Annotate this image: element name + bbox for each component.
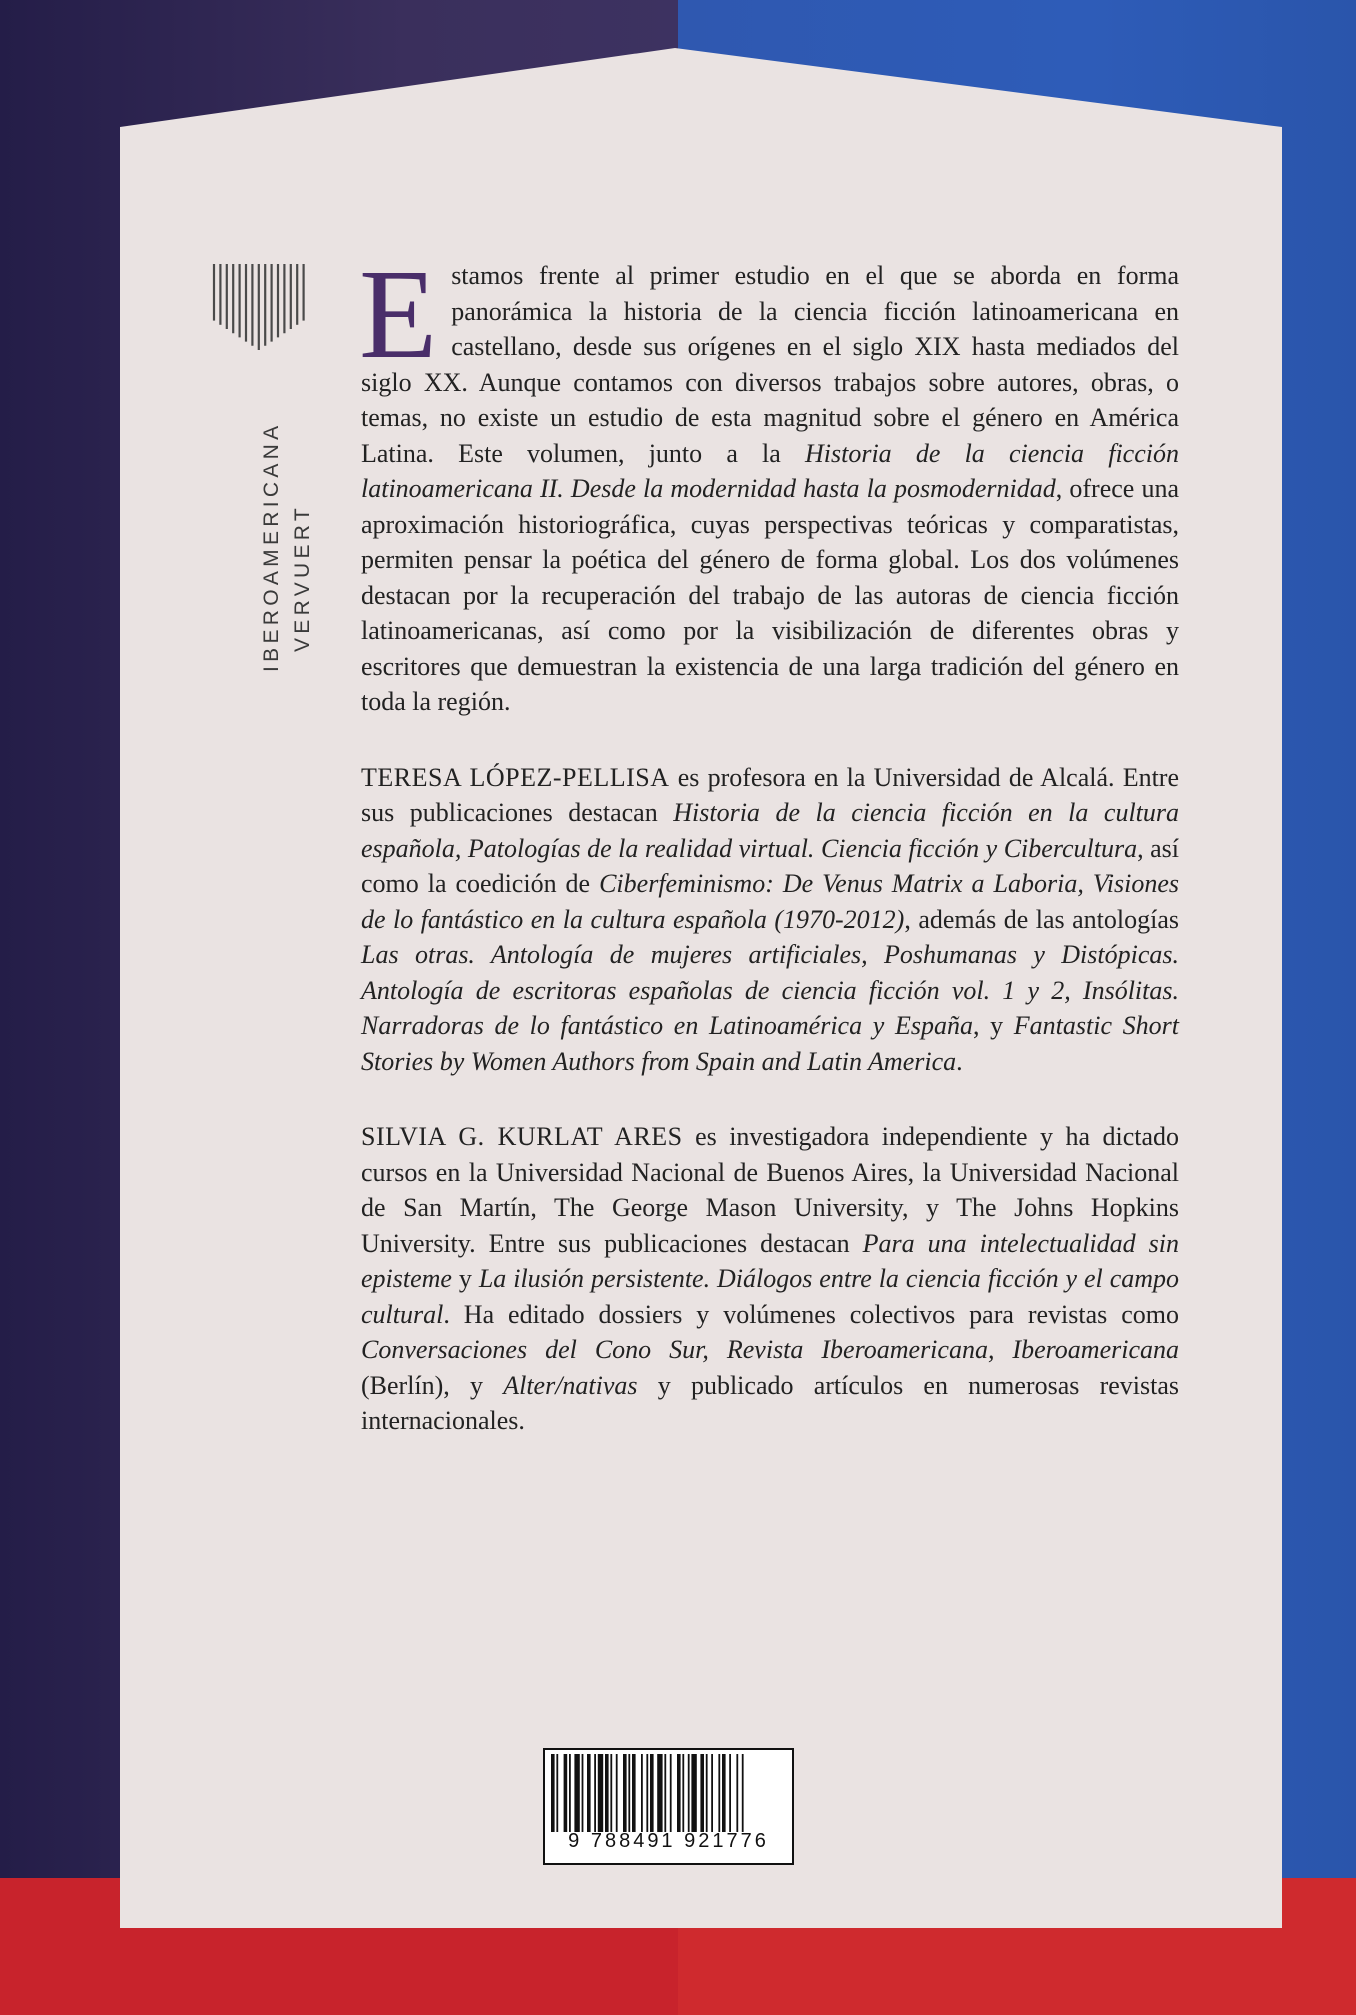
barcode-bar [664,1754,666,1832]
barcode-bar [677,1754,681,1832]
barcode-bar [623,1754,627,1832]
barcode-bar [718,1754,720,1832]
isbn-barcode [543,1748,794,1865]
barcode-bars [551,1754,786,1832]
barcode-bar [605,1754,609,1832]
author-bio-lopez-pellisa: TERESA LÓPEZ-PELLISA es profesora en la Universidad de Alcalá. Entre sus publicaciones destacan Historia de la ciencia ficción en la cultura española, Patologías de la realidad virtual. Ciencia ficción y Cibercultura, así como la coedición de Ciberfeminismo: De Venus Matrix a Laboria, Visiones de lo fantástico en la cultura española (1970-2012), además de las antologías Las otras. Antología de mujeres artificiales, Poshumanas y Distópicas. Antología de escritoras españolas de ciencia ficción vol. 1 y 2, Insólitas. Narradoras de lo fantástico en Latinoamérica y España, y Fantastic Short Stories by Women Authors from Spain and Latin America. [361,762,1180,1076]
back-cover-text [359,243,1180,1479]
barcode-bar [616,1754,618,1832]
barcode-bar [632,1754,636,1832]
barcode-bar [594,1754,596,1832]
barcode-bar [691,1754,696,1832]
barcode-bar [569,1754,571,1832]
barcode-bar [688,1754,690,1832]
barcode-bar [598,1754,603,1832]
publisher-bars-icon [210,262,308,352]
barcode-bar [682,1754,684,1832]
barcode-bar [587,1754,591,1832]
barcode-bar [556,1754,558,1832]
barcode-bar [564,1754,568,1832]
barcode-bar [582,1754,584,1832]
barcode-bar [657,1754,662,1832]
barcode-bar [551,1754,555,1832]
barcode-bar [700,1754,704,1832]
barcode-bar [646,1754,648,1832]
barcode-bar [729,1754,731,1832]
barcode-bar [711,1754,713,1832]
publisher-logo-text [256,372,356,672]
author-bio-kurlat-ares: SILVIA G. KURLAT ARES es investigadora independiente y ha dictado cursos en la Universidad Nacional de Buenos Aires, la Universidad Nacional de San Martín, The George Mason University, y The Johns Hopkins University. Entre sus publicaciones destacan Para una intelectualidad sin episteme y La ilusión persistente. Diálogos entre la ciencia ficción y el campo cultural. Ha editado dossiers y volúmenes colectivos para revistas como Conversaciones del Cono Sur, Revista Iberoamericana, Iberoamericana (Berlín), y Alter/nativas y publicado artículos en numerosas revistas internacionales. [361,1122,1180,1435]
barcode-bar [706,1754,708,1832]
barcode-bar [610,1754,612,1832]
publisher-name-line1: IBEROAMERICANA [260,421,283,672]
barcode-bar [628,1754,630,1832]
barcode-bar [650,1754,654,1832]
barcode-bar [574,1754,579,1832]
author-name: SILVIA G. KURLAT ARES [361,1122,683,1151]
barcode-bar [670,1754,672,1832]
barcode-bar [736,1754,738,1832]
isbn-number: 9 788491 921776 [568,1830,769,1852]
barcode-bar [742,1754,744,1832]
barcode-bar [641,1754,643,1832]
drop-cap: E [359,243,438,385]
intro-paragraph: Estamos frente al primer estudio en el que se aborda en forma panorámica la historia de la ciencia ficción latinoamericana en castellano, desde sus orígenes en el siglo XIX hasta mediados del siglo XX. Aunque contamos con diversos trabajos sobre autores, obras, o temas, no existe un estudio de esta magnitud sobre el género en América Latina. Este volumen, junto a la Historia de la ciencia ficción latinoamericana II. Desde la modernidad hasta la posmodernidad, ofrece una aproximación historiográfica, cuyas perspectivas teóricas y comparatistas, permiten pensar la poética del género de forma global. Los dos volúmenes destacan por la recuperación del trabajo de las autoras de ciencia ficción latinoamericanas, así como por la visibilización de diferentes obras y escritores que demuestran la existencia de una larga tradición del género en toda la región. [359,243,1179,716]
publisher-name-line2: VERVUERT [291,504,314,652]
barcode-bar [722,1754,726,1832]
author-name: TERESA LÓPEZ-PELLISA [361,762,670,792]
